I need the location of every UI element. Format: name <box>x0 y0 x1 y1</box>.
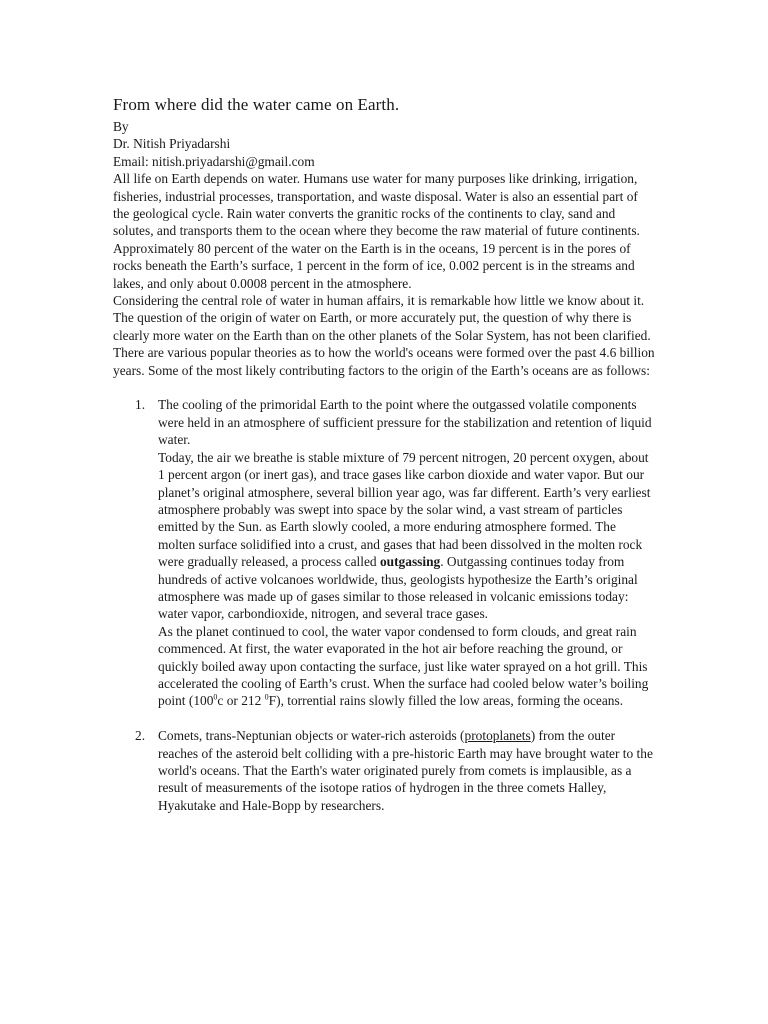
outgassing-term: outgassing <box>379 554 441 570</box>
paragraph-origin-question: The question of the origin of water on Earth, or more accurately put, the question of why there is clearly more water on the Earth than on the other planets of the Solar System, has not been clarified. There are various popular theories as to how the world's oceans were formed over the past 4.6 billion years. Some of the most likely contributing factors to the origin of the Earth’s oceans are as follows: <box>113 310 655 378</box>
list-item-text: The cooling of the primoridal Earth to the point where the outgassed volatile components were held in an atmosphere of sufficient pressure for the stabilization and retention of liquid water. <box>158 397 652 448</box>
protoplanets-link[interactable]: protoplanets <box>464 728 531 744</box>
degree-superscript: 0 <box>264 692 269 702</box>
document-title: From where did the water came on Earth. <box>113 95 400 114</box>
factor-list <box>113 396 655 814</box>
paragraph-central-role: Considering the central role of water in human affairs, it is remarkable how little we know about it. <box>113 293 645 309</box>
author-name: Dr. Nitish Priyadarshi <box>113 136 231 152</box>
author-email: Email: nitish.priyadarshi@gmail.com <box>113 153 315 169</box>
list-item <box>113 396 655 709</box>
list-number: 1. <box>135 397 146 413</box>
list-number: 2. <box>135 728 146 744</box>
degree-superscript: 0 <box>213 692 218 702</box>
document-page <box>113 92 655 814</box>
list-item <box>113 727 655 814</box>
paragraph-intro: All life on Earth depends on water. Humans use water for many purposes like drinking, irrigation, fisheries, industrial processes, transportation, and waste disposal. Water is also an essential part of the geological cycle. Rain water converts the granitic rocks of the continents to clay, sand and solutes, and transports them to the ocean where they become the raw material of future continents. Approximately 80 percent of the water on the Earth is in the oceans, 19 percent is in the pores of rocks beneath the Earth’s surface, 1 percent in the form of ice, 0.002 percent is in the streams and lakes, and only about 0.0008 percent in the atmosphere. <box>113 171 640 291</box>
list-item-text: Comets, trans-Neptunian objects or water-rich asteroids (protoplanets) from the outer reaches of the asteroid belt colliding with a pre-historic Earth may have brought water to the world's oceans. That the Earth's water originated purely from comets is implausible, as a result of measurements of the isotope ratios of hydrogen in the three comets Halley, Hyakutake and Hale-Bopp by researchers. <box>158 728 653 813</box>
byline: By <box>113 119 129 134</box>
list-item-subparagraph: Today, the air we breathe is stable mixture of 79 percent nitrogen, 20 percent oxygen, about 1 percent argon (or inert gas), and trace gases like carbon dioxide and water vapor. But our planet’s original atmosphere, several billion year ago, was far different. Earth’s very earliest atmosphere probably was swept into space by the solar wind, a vast stream of particles emitted by the Sun. as Earth slowly cooled, a more enduring atmosphere formed. The molten surface solidified into a crust, and gases that had been dissolved in the molten rock were gradually released, a process called outgassing. Outgassing continues today from hundreds of active volcanoes worldwide, thus, geologists hypothesize the Earth’s original atmosphere was made up of gases similar to those released in volcanic emissions today: water vapor, carbondioxide, nitrogen, and several trace gases. <box>158 449 651 622</box>
list-item-subparagraph: As the planet continued to cool, the water vapor condensed to form clouds, and great rain commenced. At first, the water evaporated in the hot air before reaching the ground, or quickly boiled away upon contacting the surface, just like water sprayed on a hot grill. This accelerated the cooling of Earth’s crust. When the surface had cooled below water’s boiling point ($100^0c$ or 212 $^0$F), torrential rains slowly filled the low areas, forming the oceans. <box>158 623 649 709</box>
